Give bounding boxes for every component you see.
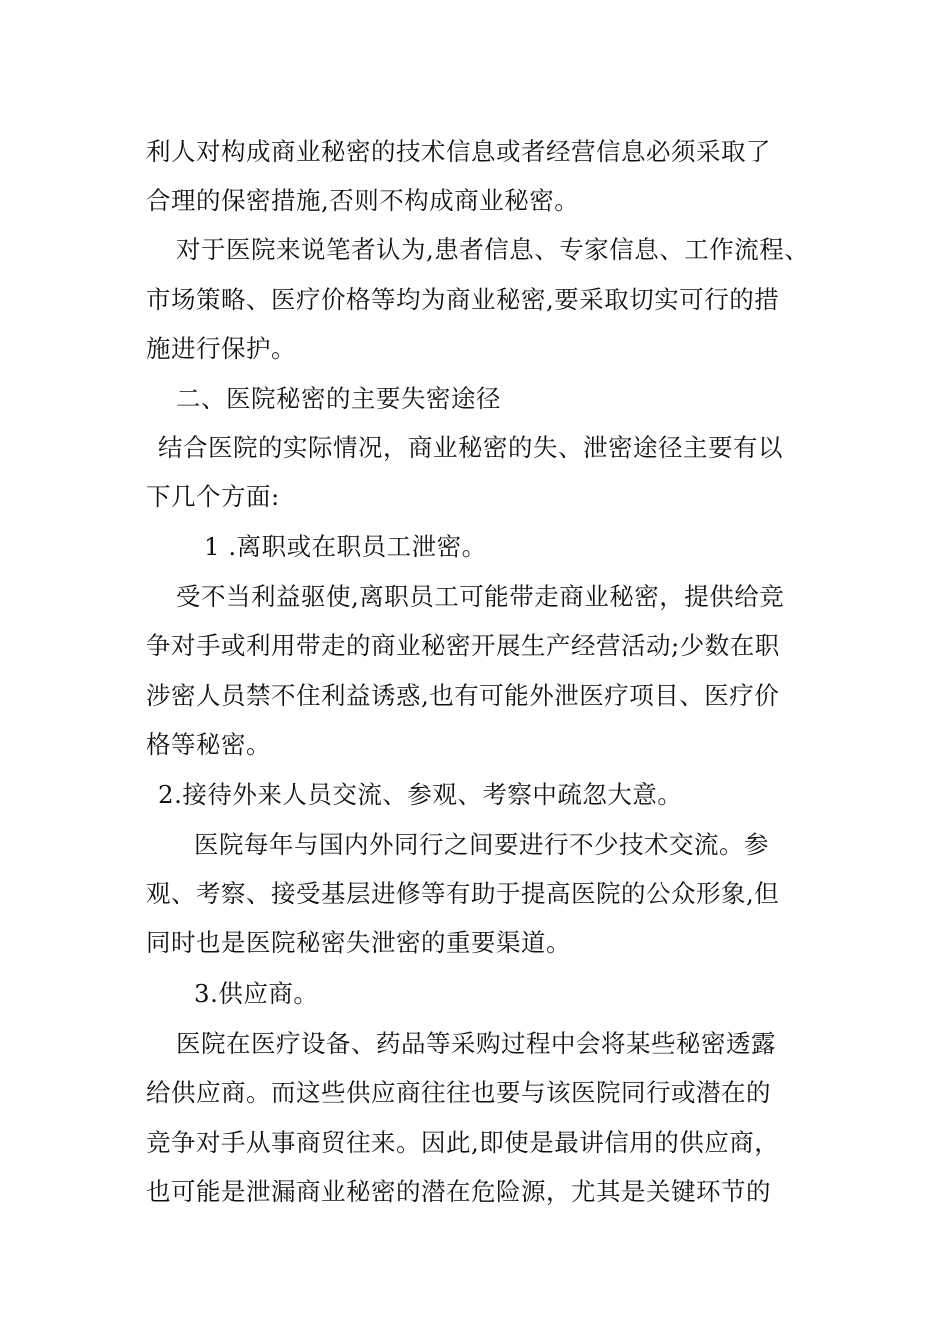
paragraph-line: 下几个方面:: [146, 482, 280, 511]
paragraph-line: 市场策略、医疗价格等均为商业秘密,要采取切实可行的措: [146, 285, 780, 314]
paragraph-line: 观、考察、接受基层进修等有助于提高医院的公众形象,但: [146, 879, 780, 908]
paragraph-line: 受不当利益驱使,离职员工可能带走商业秘密，提供给竞: [176, 582, 785, 611]
paragraph-line: 结合医院的实际情况，商业秘密的失、泄密途径主要有以: [158, 433, 783, 462]
paragraph-line: 给供应商。而这些供应商往往也要与该医院同行或潜在的: [146, 1078, 771, 1107]
paragraph-line: 医院每年与国内外同行之间要进行不少技术交流。参: [194, 830, 769, 859]
paragraph-line: 对于医院来说笔者认为,患者信息、专家信息、工作流程、: [176, 235, 810, 264]
paragraph-line: 施进行保护。: [146, 334, 296, 363]
paragraph-line: 格等秘密。: [146, 730, 271, 759]
paragraph-line: 医院在医疗设备、药品等采购过程中会将某些秘密透露: [176, 1029, 776, 1058]
subsection-heading: 1 .离职或在职员工泄密。: [204, 532, 487, 561]
paragraph-line: 竞争对手从事商贸往来。因此,即使是最讲信用的供应商，: [146, 1128, 780, 1157]
subsection-heading: 2.接待外来人员交流、参观、考察中疏忽大意。: [158, 780, 683, 809]
paragraph-line: 争对手或利用带走的商业秘密开展生产经营活动;少数在职: [146, 631, 780, 660]
paragraph-line: 涉密人员禁不住利益诱惑,也有可能外泄医疗项目、医疗价: [146, 681, 780, 710]
section-heading: 二、医院秘密的主要失密途径: [176, 384, 501, 413]
paragraph-line: 合理的保密措施,否则不构成商业秘密。: [146, 186, 580, 215]
subsection-heading: 3.供应商。: [194, 979, 319, 1008]
paragraph-line: 利人对构成商业秘密的技术信息或者经营信息必须采取了: [146, 137, 771, 166]
paragraph-line: 同时也是医院秘密失泄密的重要渠道。: [146, 928, 571, 957]
paragraph-line: 也可能是泄漏商业秘密的潜在危险源，尤其是关键环节的: [146, 1177, 771, 1206]
